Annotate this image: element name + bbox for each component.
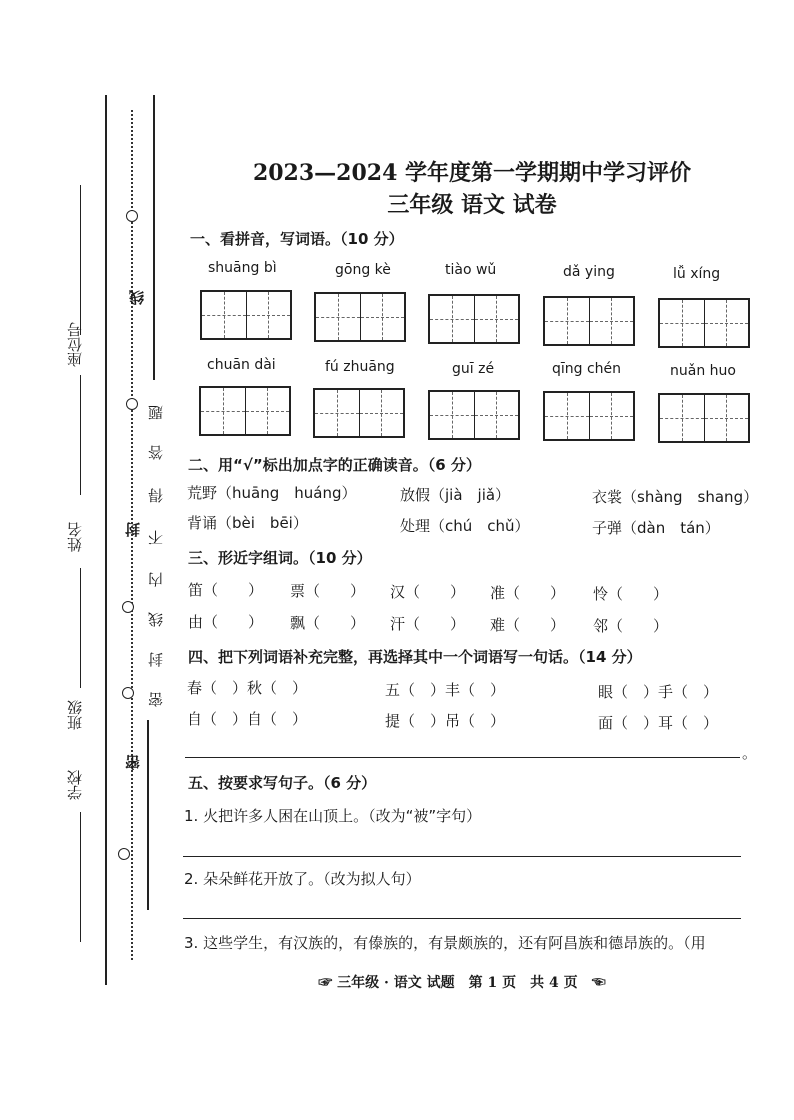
writing-box[interactable] [543,391,635,441]
reading-item: 背诵（bèi bēi） [187,514,308,532]
pinyin: gōng kè [335,262,391,278]
idiom-item: 自（ ）自（ ） [187,710,308,728]
char-item: 汗（ ） [390,615,466,633]
idiom-item: 春（ ）秋（ ） [187,679,308,697]
binding-line-left [105,95,107,985]
note-char: 密 [147,692,165,707]
char-item: 笛（ ） [188,581,264,599]
note-char: 不 [147,530,165,545]
seat-underline [80,375,81,495]
pinyin: fú zhuāng [325,359,395,375]
answer-line[interactable] [183,918,741,919]
section1-heading: 一、看拼音，写词语。（10 分） [190,230,404,248]
writing-box[interactable] [200,290,292,340]
seat-label: 座位号 [66,322,84,367]
end-mark: 。 [742,744,758,762]
answer-line[interactable] [183,856,741,857]
school-underline [80,812,81,942]
page-footer: ☞ 三年级 · 语文 试题 第 1 页 共 4 页 ☜ [318,975,606,991]
idiom-item: 提（ ）吊（ ） [385,712,506,730]
char-item: 汉（ ） [390,583,466,601]
pinyin: chuān dài [207,357,276,373]
pinyin: guī zé [452,361,495,377]
note-char: 内 [147,572,165,587]
binding-line-right-lower [147,720,149,910]
sentence-question: 3. 这些学生，有汉族的，有傣族的，有景颇族的，还有阿昌族和德昂族的。（用 [184,934,706,952]
binding-line-right [153,95,155,380]
seal-char-mi: 密 [124,755,142,770]
seal-char-feng: 封 [124,522,142,537]
pinyin: lǚ xíng [673,266,721,282]
writing-box[interactable] [313,388,405,438]
name-label: 姓名 [66,522,84,552]
note-char: 题 [147,405,165,420]
note-char: 封 [147,652,165,667]
section4-heading: 四、把下列词语补充完整，再选择其中一个词语写一句话。（14 分） [188,648,642,666]
writing-box[interactable] [314,292,406,342]
sentence-question: 1. 火把许多人困在山顶上。（改为“被”字句） [184,807,482,825]
writing-box[interactable] [658,298,750,348]
char-item: 怜（ ） [593,585,669,603]
cut-circle [122,687,134,699]
sentence-question: 2. 朵朵鲜花开放了。（改为拟人句） [184,870,421,888]
pinyin: shuāng bì [208,260,277,276]
idiom-item: 五（ ）丰（ ） [385,681,506,699]
section2-heading: 二、用“√”标出加点字的正确读音。（6 分） [188,456,481,474]
writing-box[interactable] [199,386,291,436]
pinyin: dǎ ying [563,264,615,280]
char-item: 飘（ ） [290,614,366,632]
writing-box[interactable] [658,393,750,443]
char-item: 邻（ ） [593,617,669,635]
note-char: 答 [147,445,165,460]
note-char: 线 [147,612,165,627]
cut-circle [122,601,134,613]
writing-box[interactable] [543,296,635,346]
char-item: 票（ ） [290,582,366,600]
seal-char-xian: 线 [128,290,146,305]
reading-item: 衣裳（shàng shang） [592,488,759,506]
pinyin: tiào wǔ [445,262,497,278]
writing-box[interactable] [428,294,520,344]
reading-item: 放假（jià jiǎ） [400,486,511,504]
note-char: 得 [147,488,165,503]
pinyin: nuǎn huo [670,363,736,379]
exam-title: 2023—2024 学年度第一学期期中学习评价 [252,160,692,186]
cut-circle [126,398,138,410]
section5-heading: 五、按要求写句子。（6 分） [188,774,377,792]
school-label: 学校 [66,770,84,800]
name-underline [80,568,81,688]
exam-subtitle: 三年级 语文 试卷 [387,192,557,218]
writing-box[interactable] [428,390,520,440]
char-item: 准（ ） [490,584,566,602]
class-label: 班级 [66,700,84,730]
char-item: 难（ ） [490,616,566,634]
cut-circle [118,848,130,860]
idiom-item: 眼（ ）手（ ） [598,683,719,701]
reading-item: 荒野（huāng huáng） [187,484,357,502]
char-item: 由（ ） [188,613,264,631]
idiom-item: 面（ ）耳（ ） [598,714,719,732]
reading-item: 处理（chú chǔ） [400,517,530,535]
section3-heading: 三、形近字组词。（10 分） [188,549,372,567]
answer-line[interactable] [185,757,740,758]
reading-item: 子弹（dàn tán） [592,519,720,537]
pinyin: qīng chén [552,361,622,377]
